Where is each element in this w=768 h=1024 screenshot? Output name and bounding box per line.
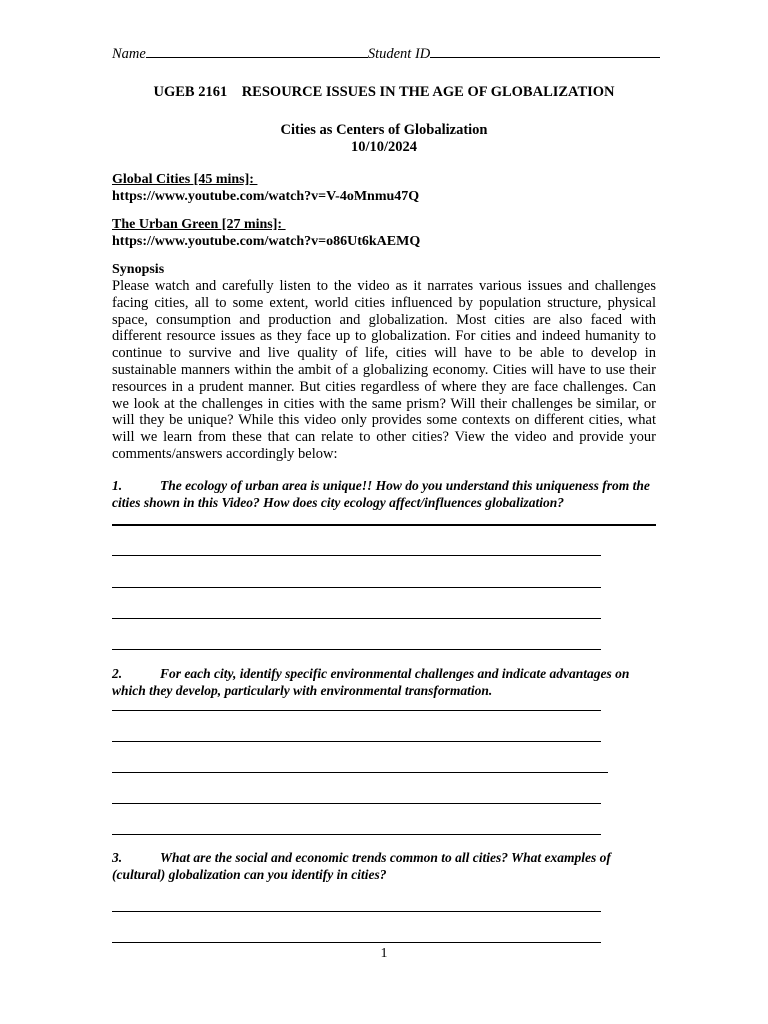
question-number: 3. bbox=[112, 850, 123, 865]
answer-line[interactable] bbox=[112, 618, 601, 619]
synopsis-heading: Synopsis bbox=[112, 262, 165, 277]
course-name: RESOURCE ISSUES IN THE AGE OF GLOBALIZATION bbox=[241, 84, 615, 100]
topic-title: Cities as Centers of Globalization bbox=[280, 122, 488, 138]
video-link-urban-green bbox=[112, 216, 420, 250]
page-number: 1 bbox=[380, 946, 388, 961]
question-text: The ecology of urban area is unique!! How do you understand this uniqueness from the cities shown in this Video? How does city ecology affect/influences globalization? bbox=[112, 478, 650, 510]
video-label: The Urban Green [27 mins]: bbox=[112, 217, 286, 232]
answer-line[interactable] bbox=[112, 803, 601, 804]
name-label: Name bbox=[112, 46, 146, 62]
question-text: For each city, identify specific environmental challenges and indicate advantages on which they develop, particularly with environmental transformation. bbox=[112, 666, 630, 698]
answer-line[interactable] bbox=[112, 587, 601, 588]
answer-line[interactable] bbox=[112, 710, 601, 711]
video-url[interactable]: https://www.youtube.com/watch?v=o86Ut6kAEMQ bbox=[112, 234, 421, 249]
question-1 bbox=[112, 478, 660, 511]
answer-line[interactable] bbox=[112, 834, 601, 835]
answer-line[interactable] bbox=[112, 942, 601, 943]
video-url[interactable]: https://www.youtube.com/watch?v=V-4oMnmu47Q bbox=[112, 189, 420, 204]
question-text: What are the social and economic trends common to all cities? What examples of (cultural) globalization can you identify in cities? bbox=[112, 850, 611, 882]
answer-line[interactable] bbox=[112, 911, 601, 912]
video-link-global-cities bbox=[112, 171, 419, 205]
synopsis-text: Please watch and carefully listen to the video as it narrates various issues and challenges facing cities, all to some extent, world cities influenced by population structure, physical space, consumption and production and globalization. Most cities are also faced with different resource issues as they face up to globalization. For cities and indeed humanity to continue to survive and live quality of life, cities will have to be able to develop in sustainable manners within the ambit of a globalizing economy. Cities will have to use their resources in a prudent manner. But cities regardless of where they are face challenges. Can we look at the challenges in cities with the same prism? Will their challenges be similar, or will they be unique? While this video only provides some contexts on different cities, what will we learn from these that can relate to other cities? View the video and provide your comments/answers accordingly below: bbox=[112, 278, 656, 462]
student-id-field[interactable] bbox=[430, 43, 660, 58]
question-3 bbox=[112, 850, 660, 883]
answer-line[interactable] bbox=[112, 772, 608, 773]
question-number: 2. bbox=[112, 666, 123, 681]
name-field[interactable] bbox=[146, 43, 368, 58]
answer-line[interactable] bbox=[112, 555, 601, 556]
course-code: UGEB 2161 bbox=[153, 84, 228, 100]
video-label: Global Cities [45 mins]: bbox=[112, 172, 258, 187]
answer-line[interactable] bbox=[112, 741, 601, 742]
header-fields bbox=[112, 43, 668, 63]
question-2 bbox=[112, 666, 660, 699]
answer-line[interactable] bbox=[112, 524, 656, 526]
topic-date: 10/10/2024 bbox=[350, 139, 418, 155]
course-title bbox=[0, 84, 768, 101]
student-id-label: Student ID bbox=[367, 46, 431, 62]
answer-line[interactable] bbox=[112, 649, 601, 650]
question-number: 1. bbox=[112, 478, 123, 493]
